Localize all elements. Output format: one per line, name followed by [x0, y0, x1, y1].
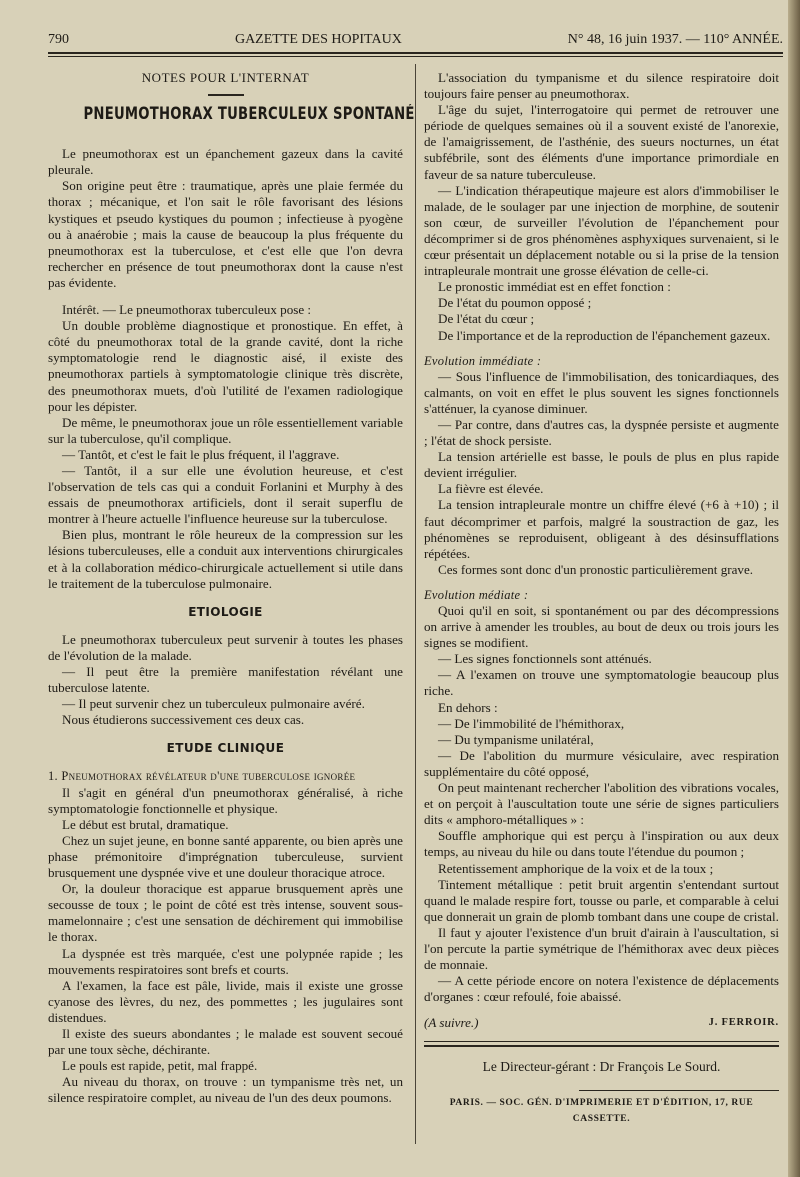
- paragraph: Il s'agit en général d'un pneumothorax généralisé, à riche symptomatologie fonctionnelle et physique.: [48, 784, 403, 816]
- paragraph: Il existe des sueurs abondantes ; le malade est souvent secoué par une toux sèche, déchirante.: [48, 1025, 403, 1058]
- interet-block: [48, 302, 403, 592]
- issue-info: N° 48, 16 juin 1937. — 110° ANNÉE.: [567, 32, 783, 47]
- evolution-mediate-block: [424, 603, 779, 1005]
- paragraph: — Sous l'influence de l'immobilisation, des tonicardiaques, des calmants, on voit en effet le plus souvent les signes fonctionnels s'atténuer, la cyanose diminuer.: [424, 368, 779, 416]
- paragraph: Or, la douleur thoracique est apparue brusquement après une secousse de toux ; le point de côté est très intense, souvent sous-mamelonnaire ; c'est une sensation de déchirement qui immobilise le thorax.: [48, 881, 403, 945]
- paragraph: De l'état du poumon opposé ;: [438, 295, 592, 311]
- paragraph: On peut maintenant rechercher l'abolition des vibrations vocales, et on perçoit à l'auscultation toute une série de signes particuliers dits « amphoro-métalliques » :: [424, 780, 779, 828]
- section-heading-etiologie: ETIOLOGIE: [188, 604, 263, 619]
- paragraph: Le début est brutal, dramatique.: [62, 816, 229, 832]
- paragraph: La dyspnée est très marquée, c'est une polypnée rapide ; les mouvements respiratoires sont brefs et courts.: [48, 945, 403, 977]
- paragraph: — Tantôt, il a sur elle une évolution heureuse, et c'est l'observation de tels cas qui a conduit Forlanini et Murphy à des essais de pneumothorax artificiels, dont il serait superflu de montrer à l'heure actuelle l'influence heureuse sur la tuberculose.: [48, 462, 403, 527]
- paragraph: — De l'immobilité de l'hémithorax,: [438, 715, 625, 731]
- paragraph: De même, le pneumothorax joue un rôle essentiellement variable sur la tuberculose, qu'il complique.: [48, 414, 403, 446]
- paragraph: Bien plus, montrant le rôle heureux de la compression sur les lésions tuberculeuses, elle a conduit aux interventions chirurgicales et à la collaboration médico-chirurgicale actuellement si utile dans le traitement de la tuberculose pulmonaire.: [48, 527, 403, 591]
- paragraph: — Du tympanisme unilatéral,: [438, 731, 594, 747]
- pronostic-block: [424, 70, 779, 344]
- imprint-rule: [579, 1090, 779, 1091]
- printer-imprint: PARIS. — SOC. GÉN. D'IMPRIMERIE ET D'ÉDITION, 17, RUE CASSETTE.: [449, 1097, 754, 1124]
- paragraph: — Il peut survenir chez un tuberculeux pulmonaire avéré.: [62, 696, 365, 712]
- column-divider: [415, 64, 416, 1144]
- paragraph: Intérêt. — Le pneumothorax tuberculeux pose :: [62, 302, 312, 318]
- paragraph: La tension intrapleurale montre un chiffre élevé (+6 à +10) ; il faut décomprimer et parfois, malgré la soustraction de gaz, les phénomènes se reproduisent, obligeant à des désinsufflations répétées.: [424, 497, 779, 561]
- paragraph: De l'importance et de la reproduction de l'épanchement gazeux.: [438, 327, 771, 343]
- paragraph: L'association du tympanisme et du silence respiratoire doit toujours faire penser au pneumothorax.: [424, 70, 779, 102]
- signature-line: [424, 1015, 779, 1031]
- paragraph: La fièvre est élevée.: [438, 481, 544, 497]
- paragraph: — A cette période encore on notera l'existence de déplacements d'organes : cœur refoulé, foie abaissé.: [424, 973, 779, 1005]
- paragraph: Un double problème diagnostique et pronostique. En effet, à côté du pneumothorax total de la grande cavité, dont la riche symptomatologie rend le diagnostic aisé, il existe des pneumothorax partiels à symptomatologie clinique très discrète, des pneumothorax muets, d'où l'utilité de l'examen radiologique pour les dépister.: [48, 318, 403, 414]
- subsection-evolution-mediate: Evolution médiate :: [424, 587, 529, 602]
- paragraph: Retentissement amphorique de la voix et de la toux ;: [438, 860, 714, 876]
- subsection-heading: 1. Pneumothorax révélateur d'une tuberculose ignorée: [48, 769, 356, 784]
- header-rule: [48, 52, 783, 54]
- paragraph: — A l'examen on trouve une symptomatologie beaucoup plus riche.: [424, 667, 779, 699]
- page-edge: [788, 0, 800, 1177]
- to-be-continued: (A suivre.): [424, 1015, 479, 1031]
- left-column: [48, 70, 415, 1106]
- section-heading-clinique: ETUDE CLINIQUE: [166, 741, 285, 756]
- header-rule-thin: [48, 56, 783, 57]
- paragraph: Le pouls est rapide, petit, mal frappé.: [62, 1058, 258, 1074]
- page-number: 790: [48, 32, 69, 47]
- paragraph: — L'indication thérapeutique majeure est alors d'immobiliser le malade, de le soulager par une injection de morphine, de soutenir son cœur, de surveiller l'évolution de l'épanchement pour décomprimer si de gros phénomènes asphyxiques survenaient, si le cœur présentait un déplacement notable ou si la prise de la tension intrapleurale montrait une grosse élévation de celle-ci.: [424, 182, 779, 279]
- paragraph: A l'examen, la face est pâle, livide, mais il existe une grosse cyanose des lèvres, du nez, des pommettes ; les jugulaires sont distendues.: [48, 977, 403, 1025]
- running-header: [48, 32, 783, 48]
- evolution-immediate-block: [424, 369, 779, 578]
- article-title: PNEUMOTHORAX TUBERCULEUX SPONTANÉ: [83, 104, 415, 124]
- paragraph: Ces formes sont donc d'un pronostic particulièrement grave.: [438, 561, 754, 577]
- paragraph: — Les signes fonctionnels sont atténués.: [438, 651, 652, 667]
- paragraph: Nous étudierons successivement ces deux cas.: [62, 712, 305, 728]
- paragraph: De l'état du cœur ;: [438, 311, 535, 327]
- paragraph: En dehors :: [438, 699, 498, 715]
- paragraph: Chez un sujet jeune, en bonne santé apparente, ou bien après une phase prémonitoire d'imprégnation tuberculeuse, survient brusquement une dyspnée vive et une douleur thoracique atroce.: [48, 832, 403, 881]
- paragraph: Il faut y ajouter l'existence d'un bruit d'airain à l'auscultation, si l'on percute la partie symétrique de l'hémithorax avec deux pièces de monnaie.: [424, 924, 779, 973]
- journal-name: GAZETTE DES HOPITAUX: [234, 32, 402, 47]
- intro-block: [48, 146, 403, 291]
- clinique-block: [48, 785, 403, 1107]
- closing-rule-thick: [424, 1045, 779, 1047]
- right-column: [424, 70, 779, 1127]
- author-name: J. FERROIR.: [708, 1017, 779, 1029]
- paragraph: Au niveau du thorax, on trouve : un tympanisme très net, un silence respiratoire complet, au niveau de l'un des deux poumons.: [48, 1074, 403, 1106]
- director-line: Le Directeur-gérant : Dr François Le Sourd.: [482, 1059, 721, 1075]
- etiologie-block: [48, 632, 403, 729]
- paragraph: — De l'abolition du murmure vésiculaire, avec respiration supplémentaire du côté opposé,: [424, 747, 779, 779]
- paragraph: Son origine peut être : traumatique, après une plaie fermée du thorax ; mécanique, et l'on sait le rôle favorisant des lésions kystiques et pseudo kystiques du poumon ; infectieuse à pyogène ou à anaérobie ; mais la cause de beaucoup la plus fréquente du pneumothorax est la tuberculose, et c'est elle que l'on devra rechercher en présence de tout pneumothorax dont la cause n'est pas évidente.: [48, 178, 403, 290]
- paragraph: Le pronostic immédiat est en effet fonction :: [438, 279, 671, 295]
- subsection-evolution-immediate: Evolution immédiate :: [424, 353, 542, 368]
- paragraph: L'âge du sujet, l'interrogatoire qui permet de retrouver une période de quelques semaines où il a souvent existé de l'anorexie, de l'amaigrissement, de l'asthénie, des sueurs nocturnes, un état subfébrile, sont des éléments d'une importance primordiale en faveur de sa nature tuberculeuse.: [424, 102, 779, 182]
- closing-rule: [424, 1041, 779, 1042]
- kicker: NOTES POUR L'INTERNAT: [141, 70, 310, 85]
- paragraph: La tension artérielle est basse, le pouls de plus en plus rapide devient irrégulier.: [424, 449, 779, 481]
- paragraph: Le pneumothorax tuberculeux peut survenir à toutes les phases de l'évolution de la malade.: [48, 631, 403, 663]
- paragraph: — Par contre, dans d'autres cas, la dyspnée persiste et augmente ; l'état de shock persiste.: [424, 416, 779, 449]
- paragraph: Souffle amphorique qui est perçu à l'inspiration ou aux deux temps, au niveau du hile ou dans toute l'étendue du poumon ;: [424, 828, 779, 860]
- paragraph: — Tantôt, et c'est le fait le plus fréquent, il l'aggrave.: [62, 446, 340, 462]
- paragraph: Le pneumothorax est un épanchement gazeux dans la cavité pleurale.: [48, 146, 403, 178]
- paragraph: Tintement métallique : petit bruit argentin s'entendant surtout quand le malade respire fort, tousse ou parle, et comparable à celui que donnerait un grain de plomb tombant dans une coupe de cristal.: [424, 876, 779, 924]
- paragraph: Quoi qu'il en soit, si spontanément ou par des décompressions on arrive à amender les troubles, au bout de deux ou trois jours les signes se modifient.: [424, 603, 779, 651]
- paragraph: — Il peut être la première manifestation révélant une tuberculose latente.: [48, 664, 403, 696]
- kicker-rule: [208, 94, 244, 96]
